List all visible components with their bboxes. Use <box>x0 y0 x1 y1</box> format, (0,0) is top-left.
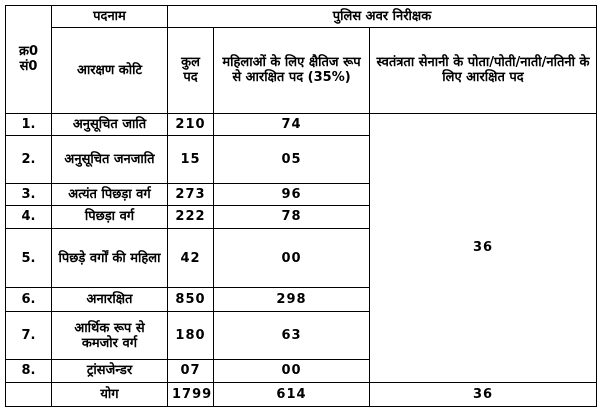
total-posts: 1799 <box>168 382 214 406</box>
row-sn: 7. <box>6 312 52 359</box>
row-category: अत्यंत पिछड़ा वर्ग <box>52 183 168 205</box>
reservation-table <box>5 5 597 407</box>
row-sn: 1. <box>6 113 52 135</box>
row-women: 96 <box>214 183 370 205</box>
row-total: 850 <box>168 288 214 312</box>
post-name: पुलिस अवर निरीक्षक <box>168 6 597 28</box>
total-freedom: 36 <box>370 382 597 406</box>
row-sn: 3. <box>6 183 52 205</box>
row-sn: 5. <box>6 228 52 287</box>
category-header: आरक्षण कोटि <box>52 27 168 113</box>
row-total: 210 <box>168 113 214 135</box>
row-women: 78 <box>214 205 370 228</box>
header-row-1 <box>6 6 597 28</box>
total-posts-header: कुल पद <box>168 27 214 113</box>
row-sn: 6. <box>6 288 52 312</box>
row-total: 180 <box>168 312 214 359</box>
row-sn: 2. <box>6 135 52 183</box>
sn-header: क्र0 सं0 <box>6 6 52 114</box>
total-row <box>6 382 597 406</box>
row-women: 298 <box>214 288 370 312</box>
row-total: 42 <box>168 228 214 287</box>
row-category: अनारक्षित <box>52 288 168 312</box>
table-row <box>6 113 597 135</box>
row-women: 00 <box>214 228 370 287</box>
row-category: पिछड़ा वर्ग <box>52 205 168 228</box>
row-total: 15 <box>168 135 214 183</box>
row-category: ट्रांसजेन्डर <box>52 359 168 382</box>
total-women: 614 <box>214 382 370 406</box>
row-category: अनुसूचित जनजाति <box>52 135 168 183</box>
row-women: 05 <box>214 135 370 183</box>
row-women: 00 <box>214 359 370 382</box>
total-sn-blank <box>6 382 52 406</box>
row-total: 07 <box>168 359 214 382</box>
freedom-fighter-header: स्वतंत्रता सेनानी के पोता/पोती/नाती/नतिनी के लिए आरक्षित पद <box>370 27 597 113</box>
row-category: अनुसूचित जाति <box>52 113 168 135</box>
header-row-2 <box>6 27 597 113</box>
row-women: 74 <box>214 113 370 135</box>
row-sn: 8. <box>6 359 52 382</box>
women-posts-header: महिलाओं के लिए क्षैतिज रूप से आरक्षित पद (35%) <box>214 27 370 113</box>
total-label: योग <box>52 382 168 406</box>
row-total: 273 <box>168 183 214 205</box>
row-sn: 4. <box>6 205 52 228</box>
row-total: 222 <box>168 205 214 228</box>
freedom-fighter-posts: 36 <box>370 113 597 382</box>
row-category: आर्थिक रूप से कमजोर वर्ग <box>52 312 168 359</box>
post-name-header: पदनाम <box>52 6 168 28</box>
row-category: पिछड़े वर्गों की महिला <box>52 228 168 287</box>
row-women: 63 <box>214 312 370 359</box>
